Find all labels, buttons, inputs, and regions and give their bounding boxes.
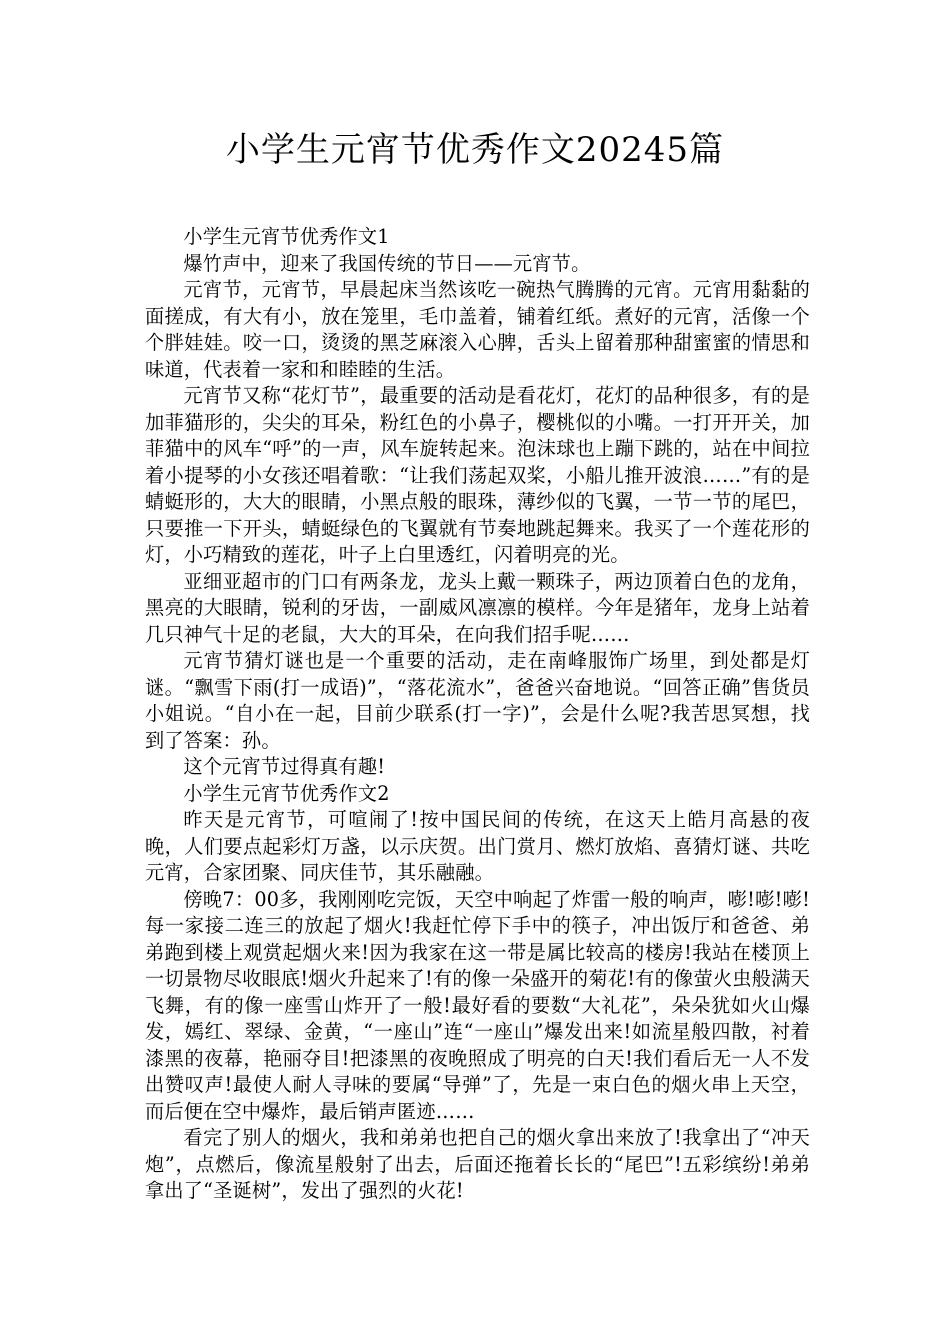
document-title: 小学生元宵节优秀作文20245篇: [225, 130, 725, 170]
essay-1-heading: 小学生元宵节优秀作文1: [183, 225, 390, 248]
paragraph: 元宵节又称“花灯节”，最重要的活动是看花灯，花灯的品种很多，有的是加菲猫形的，尖尖的耳朵，粉红色的小鼻子，樱桃似的小嘴。一打开开关，加菲猫中的风车“呼”的一声，风车旋转起来。泡沫球也上蹦下跳的，站在中间拉着小提琴的小女孩还唱着歌：“让我们荡起双桨，小船儿推开波浪……”有的是蜻蜓形的，大大的眼睛，小黑点般的眼珠，薄纱似的飞翼，一节一节的尾巴，只要推一下开头，蜻蜓绿色的飞翼就有节奏地跳起舞来。我买了一个莲花形的灯，小巧精致的莲花，叶子上白里透红，闪着明亮的光。: [145, 384, 810, 566]
paragraph: 元宵节，元宵节，早晨起床当然该吃一碗热气腾腾的元宵。元宵用黏黏的面搓成，有大有小，放在笼里，毛巾盖着，铺着红纸。煮好的元宵，活像一个个胖娃娃。咬一口，烫烫的黑芝麻滚入心脾，舌头上留着那种甜蜜蜜的情思和味道，代表着一家和和睦睦的生活。: [145, 278, 810, 381]
paragraph: 昨天是元宵节，可喧闹了!按中国民间的传统，在这天上皓月高悬的夜晚，人们要点起彩灯万盏，以示庆贺。出门赏月、燃灯放焰、喜猜灯谜、共吃元宵，合家团聚、同庆佳节，其乐融融。: [145, 808, 810, 884]
paragraph: 看完了别人的烟火，我和弟弟也把自己的烟火拿出来放了!我拿出了“冲天炮”，点燃后，像流星般射了出去，后面还拖着长长的“尾巴”!五彩缤纷!弟弟拿出了“圣诞树”，发出了强烈的火花!: [145, 1126, 810, 1202]
paragraph: 元宵节猜灯谜也是一个重要的活动，走在南峰服饰广场里，到处都是灯谜。“飘雪下雨(打一成语)”，“落花流水”，爸爸兴奋地说。“回答正确”售货员小姐说。“自小在一起，目前少联系(打一字)”，会是什么呢?我苦思冥想，找到了答案：孙。: [145, 649, 810, 752]
paragraph: 亚细亚超市的门口有两条龙，龙头上戴一颗珠子，两边顶着白色的龙角，黑亮的大眼睛，锐利的牙齿，一副威风凛凛的模样。今年是猪年，龙身上站着几只神气十足的老鼠，大大的耳朵，在向我们招手呢……: [145, 569, 810, 646]
paragraph: 爆竹声中，迎来了我国传统的节日——元宵节。: [183, 251, 591, 275]
paragraph: 这个元宵节过得真有趣!: [183, 755, 386, 778]
document-body: [145, 224, 810, 1205]
paragraph: 傍晚7：00多，我刚刚吃完饭，天空中响起了炸雷一般的响声，嘭!嘭!嘭!每一家接二连三的放起了烟火!我赶忙停下手中的筷子，冲出饭厅和爸爸、弟弟跑到楼上观赏起烟火来!因为我家在这一带是属比较高的楼房!我站在楼顶上一切景物尽收眼底!烟火升起来了!有的像一朵盛开的菊花!有的像萤火虫般满天飞舞，有的像一座雪山炸开了一般!最好看的要数“大礼花”，朵朵犹如火山爆发，嫣红、翠绿、金黄，“一座山”连“一座山”爆发出来!如流星般四散，衬着漆黑的夜幕，艳丽夺目!把漆黑的夜晚照成了明亮的白天!我们看后无一人不发出赞叹声!最使人耐人寻味的要属“导弹”了，先是一束白色的烟火串上天空，而后便在空中爆炸，最后销声匿迹……: [145, 887, 810, 1123]
essay-2-heading: 小学生元宵节优秀作文2: [183, 781, 390, 805]
